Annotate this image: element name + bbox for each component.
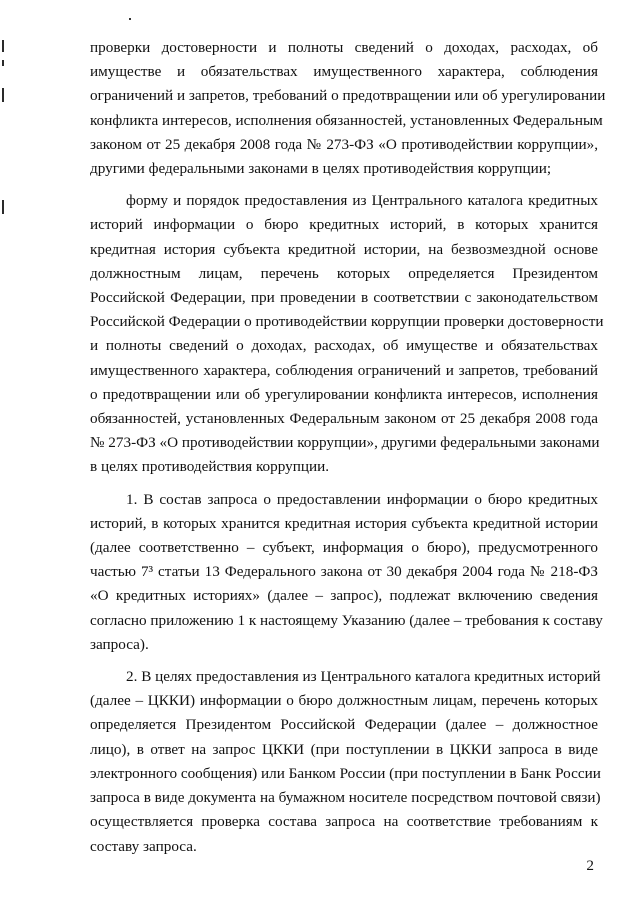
text-line: частью 7³ статьи 13 Федерального закона от 30 декабря 2004 года № 218-ФЗ bbox=[90, 563, 598, 581]
text-line: № 273-ФЗ «О противодействии коррупции», другими федеральными законами bbox=[90, 434, 600, 452]
text-line: другими федеральными законами в целях противодействия коррупции; bbox=[90, 160, 552, 178]
text-line: (далее соответственно – субъект, информация о бюро), предусмотренного bbox=[90, 539, 598, 557]
text-line: должностным лицам, перечень которых определяется Президентом bbox=[90, 264, 598, 282]
text-line: запроса). bbox=[90, 635, 149, 653]
paragraph-intro-continuation bbox=[90, 36, 606, 181]
text-line: лицо), в ответ на запрос ЦККИ (при поступлении в ЦККИ запроса в виде bbox=[90, 740, 598, 758]
text-line: форму и порядок предоставления из Центрального каталога кредитных bbox=[126, 192, 598, 210]
text-line: ограничений и запретов, требований о предотвращении или об урегулировании bbox=[90, 87, 606, 105]
text-line: Российской Федерации о противодействии коррупции проверки достоверности bbox=[90, 313, 604, 331]
paragraph-clause-1 bbox=[90, 488, 603, 657]
text-line: историй информации о бюро кредитных историй, в которых хранится bbox=[90, 216, 598, 234]
text-line: согласно приложению 1 к настоящему Указанию (далее – требования к составу bbox=[90, 611, 603, 629]
text-line: определяется Президентом Российской Федерации (далее – должностное bbox=[90, 716, 598, 734]
text-line: в целях противодействия коррупции. bbox=[90, 458, 330, 476]
text-line: и полноты сведений о доходах, расходах, об имуществе и обязательствах bbox=[90, 337, 598, 355]
text-line: имущественного характера, соблюдения ограничений и запретов, требований bbox=[90, 361, 598, 379]
scan-margin-mark bbox=[2, 200, 4, 214]
text-line: проверки достоверности и полноты сведений о доходах, расходах, об bbox=[90, 39, 598, 56]
text-line: историй, в которых хранится кредитная история субъекта кредитной истории bbox=[90, 514, 598, 532]
text-line: законом от 25 декабря 2008 года № 273-ФЗ «О противодействии коррупции», bbox=[90, 135, 598, 153]
text-line: обязанностей, установленных Федеральным законом от 25 декабря 2008 года bbox=[90, 410, 598, 428]
text-line: электронного сообщения) или Банком России (при поступлении в Банк России bbox=[90, 764, 601, 782]
scan-margin-mark bbox=[2, 60, 4, 66]
text-line: имуществе и обязательствах имущественного характера, соблюдения bbox=[90, 63, 598, 81]
page-number: 2 bbox=[586, 857, 594, 874]
text-line: осуществляется проверка состава запроса на соответствие требованиям к bbox=[90, 813, 598, 831]
text-line: запроса в виде документа на бумажном носителе посредством почтовой связи) bbox=[90, 789, 601, 807]
text-line: составу запроса. bbox=[90, 837, 197, 855]
paragraph-clause-2 bbox=[90, 665, 601, 859]
text-line: (далее – ЦККИ) информации о бюро должностным лицам, перечень которых bbox=[90, 692, 598, 710]
scan-margin-mark bbox=[2, 88, 4, 102]
text-line: конфликта интересов, исполнения обязанностей, установленных Федеральным bbox=[90, 111, 603, 129]
text-line: Российской Федерации, при проведении в соответствии с законодательством bbox=[90, 289, 598, 307]
text-line: 2. В целях предоставления из Центрального каталога кредитных историй bbox=[126, 668, 601, 686]
text-line: «О кредитных историях» (далее – запрос), подлежат включению сведения bbox=[90, 587, 598, 605]
text-line: кредитная история субъекта кредитной истории, на безвозмездной основе bbox=[90, 240, 598, 258]
text-line: 1. В состав запроса о предоставлении информации о бюро кредитных bbox=[126, 490, 598, 508]
document-body bbox=[90, 36, 606, 859]
scan-margin-mark bbox=[2, 40, 4, 52]
scan-speck bbox=[129, 18, 131, 20]
text-line: о предотвращении или об урегулировании конфликта интересов, исполнения bbox=[90, 385, 598, 403]
paragraph-form-and-order bbox=[90, 189, 604, 479]
